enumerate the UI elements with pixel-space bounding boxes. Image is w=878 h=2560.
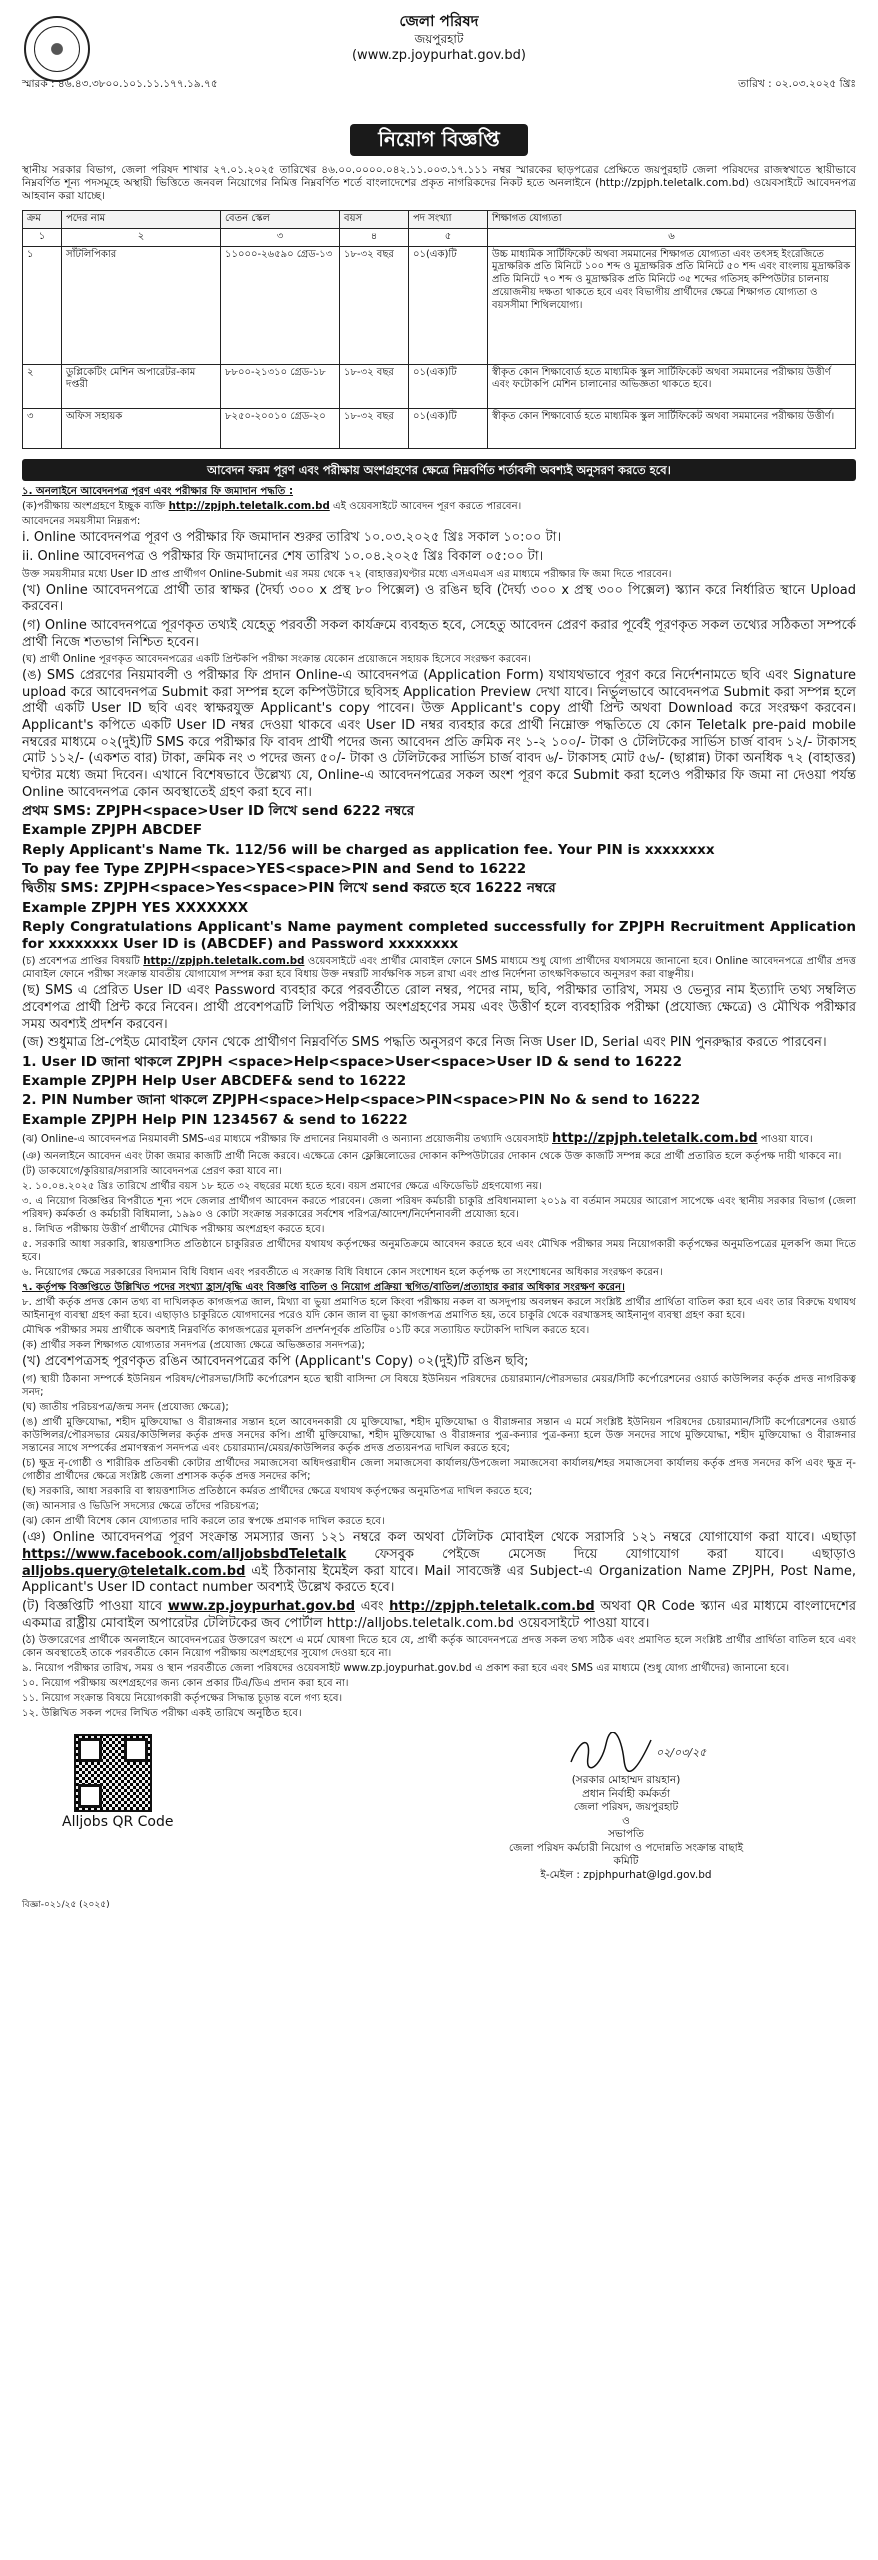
notice-availability — [22, 1599, 856, 1632]
table-row — [23, 364, 856, 408]
schedule-heading: আবেদনের সময়সীমা নিম্নরূপ: — [22, 516, 141, 528]
sms-second: দ্বিতীয় SMS: ZPJPH<space>Yes<space>PIN লিখে send করতে হবে 16222 নম্বরে — [22, 880, 556, 897]
sms-first-reply: Reply Applicant's Name Tk. 112/56 will be charged as application fee. Your PIN is xxxxxxxx — [22, 841, 715, 858]
clause-1d: (ঘ) প্রার্থী Online পূরণকৃত আবেদনপত্রের একটি প্রিন্টকপি পরীক্ষা সংক্রান্ত যেকোন প্রয়োজনে সহায়ক হিসেবে সংরক্ষণ করবেন। — [22, 654, 531, 666]
row-post: সাঁটলিপিকার — [62, 246, 221, 364]
clause-text: এবং — [355, 1598, 390, 1614]
condition-8: ৮. প্রার্থী কর্তৃক প্রদত্ত কোন তথ্য বা দাখিলকৃত কাগজপত্র জাল, মিথ্যা বা ভুয়া প্রমাণিত হলে কিংবা পরীক্ষায় নকল বা অসদুপায় অবলম্বন করলে সংশ্লিষ্ট প্রার্থীর প্রার্থিতা বাতিল করা হবে এবং তার বিরুদ্ধে যথাযথ আইনানুগ ব্যবস্থা গ্রহণ করা হবে। এছাড়াও চাকুরিতে যোগদানের পরেও যদি কোন জাল বা ভুয়া কাগজপত্র প্রমাণিত হয়, তবে চাকুরি থেকে বরখাস্তসহ আইনানুগ ব্যবস্থা গ্রহণ করা হবে। — [22, 1297, 856, 1322]
row-serial: ২ — [23, 364, 62, 408]
row-post: অফিস সহায়ক — [62, 408, 221, 448]
index-cell: ২ — [62, 228, 221, 246]
signer-name: (সরকার মোহাম্মদ রায়হান) — [571, 1774, 681, 1787]
row-scale: ৮৮০০-২১৩১০ গ্রেড-১৮ — [221, 364, 340, 408]
row-age: ১৮-৩২ বছর — [340, 408, 409, 448]
clause-text: এই ঠিকানায় ইমেইল করা যাবে। Mail সাবজেক্ট এর Subject-এ Organization Name ZPJPH, Post Name, Applicant's User ID contact number অবশ্যই উল্লেখ করতে হবে। — [22, 1563, 856, 1596]
doc-jh: (ঝ) কোন প্রার্থী বিশেষ কোন যোগ্যতার দাবি করলে তার স্বপক্ষে প্রমাণক দাখিল করতে হবে। — [22, 1516, 385, 1528]
teletalk-link[interactable]: http://zpjph.teletalk.com.bd — [551, 1130, 758, 1146]
clause-text: ওয়েবসাইটে এবং প্রার্থীর মোবাইল ফোনে SMS মাধ্যমে শুধু যোগ্য প্রার্থীদের যথাসময়ে জানানো হবে। Online আবেদনপত্রে প্রার্থীর প্রদত্ত মোবাইল ফোনে পরীক্ষা সংক্রান্ত যাবতীয় যোগাযোগ সম্পন্ন করা হবে বিধায় উক্ত নম্বরটি সার্বক্ষণিক সচল রাখা এবং প্রাপ্ত নির্দেশনা তাৎক্ষণিকভাবে অনুসরণ করা বাঞ্ছনীয়। — [22, 956, 856, 981]
qr-label: Alljobs QR Code — [62, 1814, 174, 1831]
sms-first-example: Example ZPJPH ABCDEF — [22, 822, 203, 839]
website-url[interactable]: (www.zp.joypurhat.gov.bd) — [351, 48, 526, 63]
row-scale: ৮২৫০-২০০১০ গ্রেড-২০ — [221, 408, 340, 448]
conditions-heading: আবেদন ফরম পূরণ এবং পরীক্ষায় অংশগ্রহণের ক্ষেত্রে নিম্নবর্ণিত শর্তাবলী অবশ্যই অনুসরণ করতে হবে। — [22, 459, 856, 482]
recover-pin: 2. PIN Number জানা থাকলে ZPJPH<space>Help<space>PIN<space>PIN No & send to 16222 — [22, 1092, 701, 1109]
banner-wrap — [12, 124, 866, 156]
teletalk-link[interactable]: http://zpjph.teletalk.com.bd — [389, 1598, 595, 1614]
clause-text: (ঞ) Online আবেদনপত্র পূরণ সংক্রান্ত সমস্যার জন্য ১২১ নম্বরে কল অথবা টেলিটক মোবাইল থেকে সরাসরি ১২১ নম্বরে যোগাযোগ করা যাবে। এছাড়া — [22, 1530, 856, 1546]
col-qualification: শিক্ষাগত যোগ্যতা — [488, 210, 856, 228]
documents-heading: মৌখিক পরীক্ষার সময় প্রার্থীকে অবশ্যই নিম্নবর্ণিত কাগজপত্রের মূলকপি প্রদর্শনপূর্বক প্রতিটির ০১টি করে সত্যায়িত ফটোকপি দাখিল করতে হবে। — [22, 1325, 590, 1337]
clause-text: অথবা QR Code স্ক্যান এর মাধ্যমে বাংলাদেশের একমাত্র রাষ্ট্রীয় মোবাইল অপারেটর টেলিটকের জব পোর্টাল http://alljobs.teletalk.com.bd ওয়েবসাইটে পাওয়া যাবে। — [22, 1598, 856, 1631]
row-serial: ১ — [23, 246, 62, 364]
notice-page — [12, 0, 866, 1918]
clause-text: পাওয়া যাবে। — [757, 1133, 813, 1145]
row-count: ০১(এক)টি — [409, 364, 488, 408]
doc-ng: (ঙ) প্রার্থী মুক্তিযোদ্ধা, শহীদ মুক্তিযোদ্ধা ও বীরাঙ্গনার সন্তান হলে আবেদনকারী যে মুক্তিযোদ্ধা, শহীদ মুক্তিযোদ্ধা ও বীরাঙ্গনার সন্তান এ মর্মে সংশ্লিষ্ট ইউনিয়ন পরিষদের চেয়ারম্যান/সিটি কর্পোরেশনের ওয়ার্ড কাউন্সিলর/পৌরসভার মেয়র/কাউন্সিলর কর্তৃক প্রদত্ত সনদের কপি। প্রার্থী মুক্তিযোদ্ধা, শহীদ মুক্তিযোদ্ধা ও বীরাঙ্গনার পুত্র-কন্যার পুত্র-কন্যা হলে উক্ত সনদের সাথে মুক্তিযোদ্ধা, শহীদ মুক্তিযোদ্ধা ও বীরাঙ্গনার সন্তানের সাথে সম্পর্কের প্রমাণস্বরূপ সনদপত্র এবং চেয়ারম্যান/মেয়র/কাউন্সিলর কর্তৃক প্রদত্ত প্রত্যয়নপত্র দাখিল করতে হবে; — [22, 1417, 856, 1455]
schedule-note: উক্ত সময়সীমার মধ্যে User ID প্রাপ্ত প্রার্থীগণ Online-Submit এর সময় থেকে ৭২ (বাহাত্তর)ঘণ্টার মধ্যে এসএমএস এর মাধ্যমে পরীক্ষার ফি জমা দিতে পারবেন। — [22, 568, 672, 580]
index-cell: ৫ — [409, 228, 488, 246]
teletalk-link[interactable]: http://zpjph.teletalk.com.bd — [168, 501, 330, 513]
conjunction: ও — [622, 1814, 630, 1827]
sms-second-reply: Reply Congratulations Applicant's Name payment completed successfully for ZPJPH Recruitment Application for xxxxxxxx User ID is (ABCDEF) and Password xxxxxxxx — [22, 918, 856, 953]
clause-text: এই ওয়েবসাইটে আবেদন পূরণ করতে পারবেন। — [329, 501, 522, 513]
row-post: ডুপ্লিকেটিং মেশিন অপারেটর-কাম দপ্তরী — [62, 364, 221, 408]
help-contact — [22, 1530, 856, 1597]
intro-paragraph: স্থানীয় সরকার বিভাগ, জেলা পরিষদ শাখার ২৭.০১.২০২৫ তারিখের ৪৬.০০.০০০০.০৪২.১১.০০৩.১৭.১১১ নম্বর স্মারকের ছাড়পত্রের প্রেক্ষিতে জয়পুরহাট জেলা পরিষদের রাজস্বখাতে স্থায়ীভাবে নিম্নবর্ণিত শূন্য পদসমূহে অস্থায়ী ভিত্তিতে জনবল নিয়োগের নিমিত্ত নিম্নবর্ণিত শর্তে বাংলাদেশের প্রকৃত নাগরিকদের নিকট হতে অনলাইনে (http://zpjph.teletalk.com.bd) ওয়েবসাইটে আবেদনপত্র আহবান করা যাচ্ছে। — [22, 163, 856, 203]
condition-2: ২. ১০.০৪.২০২৫ খ্রিঃ তারিখে প্রার্থীর বয়স ১৮ হতে ৩২ বছরের মধ্যে হতে হবে। বয়স প্রমাণের ক্ষেত্রে এফিডেভিট গ্রহণযোগ্য নয়। — [22, 1180, 543, 1192]
col-count: পদ সংখ্যা — [409, 210, 488, 228]
notice-footer — [12, 1728, 866, 1918]
signature-scribble-icon — [566, 1732, 656, 1772]
row-serial: ৩ — [23, 408, 62, 448]
schedule-start: i. Online আবেদনপত্র পূরণ ও পরীক্ষার ফি জমাদান শুরুর তারিখ ১০.০৩.২০২৫ খ্রিঃ সকাল ১০:০০ টা। — [22, 530, 562, 546]
contact-email[interactable]: ই-মেইল : zpjphpurhat@lgd.gov.bd — [540, 1868, 712, 1881]
clause-text: (চ) প্রবেশপত্র প্রাপ্তির বিষয়টি — [22, 956, 144, 968]
notice-date: তারিখ : ০২.০৩.২০২৫ খ্রিঃ — [738, 78, 856, 90]
index-cell: ৪ — [340, 228, 409, 246]
col-post: পদের নাম — [62, 210, 221, 228]
doc-g: (গ) স্থায়ী ঠিকানা সম্পর্কে ইউনিয়ন পরিষদ/পৌরসভা/সিটি কর্পোরেশন হতে স্থায়ী বাসিন্দা সে বিষয়ে ইউনিয়ন পরিষদের চেয়ারম্যান/পৌরসভার মেয়র/সিটি কর্পোরেশনের ওয়ার্ড কাউন্সিলর কর্তৃক প্রদত্ত নাগরিকত্ব সনদ; — [22, 1373, 856, 1398]
condition-9: ৯. নিয়োগ পরীক্ষার তারিখ, সময় ও স্থান পরবর্তীতে জেলা পরিষদের ওয়েবসাইট www.zp.joypurhat.gov.bd এ প্রকাশ করা হবে এবং SMS এর মাধ্যমে (শুধু যোগ্য প্রার্থীদের) জানানো হবে। — [22, 1663, 790, 1675]
declaration-clause: (ঠ) উক্তারেণের প্রার্থীকে অনলাইনে আবেদনপত্রের উক্তারেণ অংশে এ মর্মে ঘোষণা দিতে হবে যে, প্রার্থী কর্তৃক আবেদনপত্রে প্রদত্ত সকল তথ্য সঠিক এবং প্রমাণিত হলে সংশ্লিষ্ট প্রার্থীর প্রার্থিতা বাতিল হবে এবং কোন অবস্থাতেই তাকে পরবর্তীতে কোন নিয়োগ পরীক্ষায় অংশগ্রহণের সুযোগ দেওয়া হবে না। — [22, 1635, 856, 1660]
doc-k: (ক) প্রার্থীর সকল শিক্ষাগত যোগ্যতার সনদপত্র (প্রযোজ্য ক্ষেত্রে অভিজ্ঞতার সনদপত্র); — [22, 1340, 365, 1352]
committee-name: জেলা পরিষদ কর্মচারী নিয়োগ ও পদোন্নতি সংক্রান্ত বাছাই কমিটি — [508, 1841, 744, 1868]
col-scale: বেতন স্কেল — [221, 210, 340, 228]
notice-banner: নিয়োগ বিজ্ঞপ্তি — [350, 124, 528, 156]
row-count: ০১(এক)টি — [409, 246, 488, 364]
condition-6: ৬. নিয়োগের ক্ষেত্রে সরকারের বিদ্যমান বিধি বিধান এবং পরবর্তীতে এ সংক্রান্ত বিধি বিধানে কোন সংশোধন হলে কর্তৃপক্ষ তা সংশোধনের অধিকার সংরক্ষণ করেন। — [22, 1266, 663, 1278]
table-index-row — [23, 228, 856, 246]
sms-second-example: Example ZPJPH YES XXXXXXX — [22, 899, 249, 916]
zp-website-link[interactable]: www.zp.joypurhat.gov.bd — [167, 1598, 356, 1614]
row-count: ০১(এক)টি — [409, 408, 488, 448]
doc-gh: (ঘ) জাতীয় পরিচয়পত্র/জন্ম সনদ (প্রযোজ্য ক্ষেত্রে); — [22, 1401, 229, 1413]
clause-1jh — [22, 1131, 856, 1148]
committee-role: সভাপতি — [608, 1828, 644, 1841]
clause-text: (ক)পরীক্ষায় অংশগ্রহণে ইচ্ছুক ব্যক্তি — [22, 501, 169, 513]
district-name: জয়পুরহাট — [414, 32, 464, 46]
memo-number: স্মারক : ৪৬.৪৩.৩৮০০.১০১.১১.১৭৭.১৯.৭৫ — [22, 78, 218, 90]
condition-3: ৩. এ নিয়োগ বিজ্ঞপ্তির বিপরীতে শূন্য পদে জেলার প্রার্থীগণ আবেদন করতে পারবেন। জেলা পরিষদ কর্মচারী চাকুরি প্রবিধানমালা ২০১৯ বা বর্তমান সময়ের আরোপ সাপেক্ষে এবং স্থানীয় সরকার বিভাগ (জেলা পরিষদ) কর্মকর্তা ও কর্মচারী বিধিমালা, ১৯৯০ ও কোটা সংক্রান্ত সরকারের সর্বশেষ পরিপত্র/আদেশ/নির্দেশনাবলী প্রযোজ্য হবে। — [22, 1195, 856, 1220]
row-age: ১৮-৩২ বছর — [340, 246, 409, 364]
clause-1e: (ঙ) SMS প্রেরণের নিয়মাবলী ও পরীক্ষার ফি প্রদান Online-এ আবেদনপত্র (Application Form) যথাযথভাবে পূরণ করে নির্দেশনামতে ছবি এবং Signature upload করে আবেদনপত্র Submit করা সম্পন্ন হলে কম্পিউটারে ছবিসহ Application Preview দেখা যাবে। নির্ভুলভাবে আবেদনপত্র Submit করা সম্পন্ন হলে প্রার্থী একটি User ID ছবি এবং স্বাক্ষরযুক্ত Applicant's copy পাবেন। উক্ত Applicant's copy প্রার্থী প্রিন্ট অথবা Download করে সংরক্ষণ করবেন। Applicant's কপিতে একটি User ID নম্বর দেওয়া থাকবে এবং User ID নম্বর ব্যবহার করে প্রার্থী নিম্নোক্ত পদ্ধতিতে যে কোন Teletalk pre-paid mobile নম্বরের মাধ্যমে ০২(দুই)টি SMS করে পরীক্ষার ফি বাবদ প্রার্থী পদের জন্য আবেদন প্রতি ক্রমিক নং ১-২ ১০০/- টাকা ও টেলিটকের সার্ভিস চার্জ বাবদ ১২/- টাকাসহ মোট ১১২/- (একশত বার) টাকা, ক্রমিক নং ৩ পদের জন্য ৫০/- টাকা ও টেলিটকের সার্ভিস চার্জ বাবদ ৬/- টাকাসহ মোট ৫৬/- (ছাপ্পান্ন) টাকা অনধিক ৭২ (বাহাত্তর) ঘণ্টার মধ্যে জমা দিবেন। এখানে বিশেষভাবে উল্লেখ্য যে, Online-এ আবেদনপত্রের সকল অংশ পূরণ করে Submit করা হলেও পরীক্ষার ফি জমা না দেওয়া পর্যন্ত Online আবেদনপত্র কোন অবস্থাতেই গ্রহণ করা হবে না। — [22, 668, 856, 800]
recover-user-id: 1. User ID জানা থাকলে ZPJPH <space>Help<space>User<space>User ID & send to 16222 — [22, 1053, 683, 1070]
sms-first: প্রথম SMS: ZPJPH<space>User ID লিখে send 6222 নম্বরে — [22, 803, 415, 820]
schedule-end: ii. Online আবেদনপত্র ও পরীক্ষার ফি জমাদানের শেষ তারিখ ১০.০৪.২০২৫ খ্রিঃ বিকাল ০৫:০০ টা। — [22, 548, 544, 564]
clause-text: (ট) বিজ্ঞপ্তিটি পাওয়া যাবে — [22, 1598, 168, 1614]
signature-date: ০২/০৩/২৫ — [656, 1746, 707, 1760]
signature-block — [496, 1728, 756, 1882]
row-scale: ১১০০০-২৬৫৯০ গ্রেড-১৩ — [221, 246, 340, 364]
doc-chh: (ছ) সরকারি, আধা সরকারি বা স্বায়ত্তশাসিত প্রতিষ্ঠানে কর্মরত প্রার্থীদের ক্ষেত্রে যথাযথ কর্তৃপক্ষের অনুমতিপত্র দাখিল করতে হবে; — [22, 1486, 533, 1498]
facebook-link[interactable]: https://www.facebook.com/alljobsbdTeletalk — [22, 1547, 347, 1563]
clause-text: (ঝ) Online-এ আবেদনপত্র নিয়মাবলী SMS-এর মাধ্যমে পরীক্ষার ফি প্রদানের নিয়মাবলী ও অন্যান্য প্রয়োজনীয় তথ্যাদি ওয়েবসাইট — [22, 1133, 549, 1145]
clause-1ch — [22, 955, 856, 981]
recover-user-id-example: Example ZPJPH Help User ABCDEF& send to 16222 — [22, 1073, 407, 1090]
clause-1n: (ঞ) অনলাইনে আবেদন এবং টাকা জমার কাজটি প্রার্থী নিজে করবে। এক্ষেত্রে কোন ফ্লেক্সিলোডের দোকান কম্পিউটারের দোকান থেকে উক্ত কাজটি সম্পন্ন করে প্রার্থী প্রতারিত হলে কর্তৃপক্ষ দায়ী থাকবে না। — [22, 1150, 842, 1162]
section-1-heading: ১. অনলাইনে আবেদনপত্র পূরণ এবং পরীক্ষার ফি জমাদান পদ্ধতি : — [22, 486, 294, 498]
doc-kh: (খ) প্রবেশপত্রসহ পূরণকৃত রঙিন আবেদনপত্রের কপি (Applicant's Copy) ০২(দুই)টি রঙিন ছবি; — [22, 1354, 529, 1370]
recover-pin-example: Example ZPJPH Help PIN 1234567 & send to 16222 — [22, 1111, 408, 1128]
clause-1chh: (ছ) SMS এ প্রেরিত User ID এবং Password ব্যবহার করে পরবর্তীতে রোল নম্বর, পদের নাম, ছবি, পরীক্ষার তারিখ, সময় ও ভেন্যুর নাম ইত্যাদি তথ্য সম্বলিত প্রবেশপত্র প্রার্থী প্রিন্ট করে নিবেন। প্রার্থী প্রবেশপত্রটি লিখিত পরীক্ষায় অংশগ্রহণের সময় এবং উত্তীর্ণ হলে ব্যবহারিক পরীক্ষা (প্রযোজ্য ক্ষেত্রে) ও মৌখিক পরীক্ষার সময় অবশ্যই প্রদর্শন করবেন। — [22, 983, 856, 1032]
sms-pay-instruction: To pay fee Type ZPJPH<space>YES<space>PIN and Send to 16222 — [22, 861, 527, 877]
conditions-body — [22, 485, 856, 1720]
table-header-row — [23, 210, 856, 228]
clause-1c: (গ) Online আবেদনপত্রে পূরণকৃত তথ্যই যেহেতু পরবর্তী সকল কার্যক্রমে ব্যবহৃত হবে, সেহেতু আবেদন প্রেরণ করার পূর্বেই পূরণকৃত সকল তথ্যের সঠিকতা সম্পর্কে প্রার্থী নিজে শতভাগ নিশ্চিত হবেন। — [22, 617, 856, 650]
doc-ch: (চ) ক্ষুদ্র নৃ-গোষ্ঠী ও শারীরিক প্রতিবন্ধী কোটার প্রার্থীদের সমাজসেবা অধিদপ্তরাধীন জেলা সমাজসেবা কার্যালয়/উপজেলা সমাজসেবা কার্যালয়/শহর সমাজসেবা কার্যালয় কর্তৃক প্রদত্ত সনদের কপি এবং ক্ষুদ্র নৃ-গোষ্ঠীর প্রার্থীদের ক্ষেত্রে সংশ্লিষ্ট জেলা প্রশাসক কর্তৃক প্রদত্ত সনদের কপি; — [22, 1458, 856, 1483]
signer-office: জেলা পরিষদ, জয়পুরহাট — [573, 1801, 679, 1814]
condition-11: ১১. নিয়োগ সংক্রান্ত বিষয়ে নিয়োগকারী কর্তৃপক্ষের সিদ্ধান্ত চূড়ান্ত বলে গণ্য হবে। — [22, 1693, 343, 1705]
clause-1b: (খ) Online আবেদনপত্রে প্রার্থী তার স্বাক্ষর (দৈর্ঘ্য ৩০০ x প্রস্থ ৮০ পিক্সেল) ও রঙিন ছবি (দৈর্ঘ্য ৩০০ x প্রস্থ ৩০০ পিক্সেল) স্ক্যান করে নির্ধারিত স্থানে Upload করবেন। — [22, 582, 856, 615]
form-number: বিজ্ঞা-০২১/২৫ (২০২৫) — [22, 1900, 110, 1911]
teletalk-link[interactable]: http://zpjph.teletalk.com.bd — [143, 956, 305, 968]
clause-text: ফেসবুক পেইজে মেসেজ দিয়ে যোগাযোগ করা যাবে। এছাড়াও — [346, 1547, 856, 1563]
col-serial: ক্রম — [23, 210, 62, 228]
condition-12: ১২. উল্লিখিত সকল পদের লিখিত পরীক্ষা একই তারিখে অনুষ্ঠিত হবে। — [22, 1708, 302, 1720]
alljobs-qr-code-icon[interactable] — [74, 1734, 152, 1812]
condition-10: ১০. নিয়োগ পরীক্ষায় অংশগ্রহণের জন্য কোন প্রকার টিএ/ডিএ প্রদান করা হবে না। — [22, 1678, 349, 1690]
notice-header — [12, 10, 866, 120]
index-cell: ৩ — [221, 228, 340, 246]
index-cell: ১ — [23, 228, 62, 246]
table-row — [23, 246, 856, 364]
condition-5: ৫. সরকারি আধা সরকারি, স্বায়ত্তশাসিত প্রতিষ্ঠানে চাকুরিরত প্রার্থীদের যথাযথ কর্তৃপক্ষের অনুমতিক্রমে আবেদন করতে হবে এবং মৌখিক পরীক্ষার সময় নিয়োগকারী কর্তৃপক্ষের অনুমতিপত্রের মূলকপি জমা দিতে হবে। — [22, 1238, 856, 1263]
condition-4: ৪. লিখিত পরীক্ষায় উত্তীর্ণ প্রার্থীদের মৌখিক পরীক্ষায় অংশগ্রহণ করতে হবে। — [22, 1223, 325, 1235]
row-age: ১৮-৩২ বছর — [340, 364, 409, 408]
col-age: বয়স — [340, 210, 409, 228]
condition-7: ৭. কর্তৃপক্ষ বিজ্ঞপ্তিতে উল্লিখিত পদের সংখ্যা হ্রাস/বৃদ্ধি এবং বিজ্ঞপ্তি বাতিল ও নিয়োগ প্রক্রিয়া স্থগিত/বাতিল/প্রত্যাহার করার অধিকার সংরক্ষণ করেন। — [22, 1282, 625, 1294]
posts-table — [22, 210, 856, 449]
row-qualification: স্বীকৃত কোন শিক্ষাবোর্ড হতে মাধ্যমিক স্কুল সার্টিফিকেট অথবা সমমানের পরীক্ষায় উত্তীর্ণ। — [488, 408, 856, 448]
table-row — [23, 408, 856, 448]
doc-j: (জ) আনসার ও ভিডিপি সদস্যের ক্ষেত্রে তাঁদের পরিচয়পত্র; — [22, 1501, 260, 1513]
row-qualification: স্বীকৃত কোন শিক্ষাবোর্ড হতে মাধ্যমিক স্কুল সার্টিফিকেট অথবা সমমানের পরীক্ষায় উত্তীর্ণ এবং ফটোকপি মেশিন চালানোর অভিজ্ঞতা থাকতে হবে। — [488, 364, 856, 408]
clause-1a — [22, 500, 856, 513]
office-name: জেলা পরিষদ — [399, 12, 479, 30]
index-cell: ৬ — [488, 228, 856, 246]
signature — [496, 1728, 756, 1774]
clause-1t: (ট) ডাকযোগে/কুরিয়ার/সরাসরি আবেদনপত্র প্রেরণ করা যাবে না। — [22, 1165, 282, 1177]
signer-title: প্রধান নির্বাহী কর্মকর্তা — [582, 1787, 670, 1800]
row-qualification: উচ্চ মাধ্যমিক সার্টিফিকেট অথবা সমমানের শিক্ষাগত যোগ্যতা এবং তৎসহ ইংরেজিতে মুদ্রাক্ষরিক প্রতি মিনিটে ১০০ শব্দ ও মুদ্রাক্ষরিক প্রতি মিনিটে ৫০ শব্দ এবং বাংলায় মুদ্রাক্ষরিক প্রতি মিনিটে ৭০ শব্দ ও মুদ্রাক্ষরিক প্রতি মিনিটে ৩৫ শব্দের গতিসহ কম্পিউটার চালনায় প্রয়োজনীয় দক্ষতা থাকতে হবে এবং বিভাগীয় প্রার্থীদের ক্ষেত্রে শিক্ষাগত যোগ্যতা ও বয়সসীমা শিথিলযোগ্য। — [488, 246, 856, 364]
clause-1j: (জ) শুধুমাত্র প্রি-পেইড মোবাইল ফোন থেকে প্রার্থীগণ নিম্নবর্ণিত SMS পদ্ধতি অনুসরণ করে নিজ নিজ User ID, Serial এবং PIN পুনরুদ্ধার করতে পারবেন। — [22, 1035, 827, 1051]
email-link[interactable]: alljobs.query@teletalk.com.bd — [22, 1563, 246, 1579]
